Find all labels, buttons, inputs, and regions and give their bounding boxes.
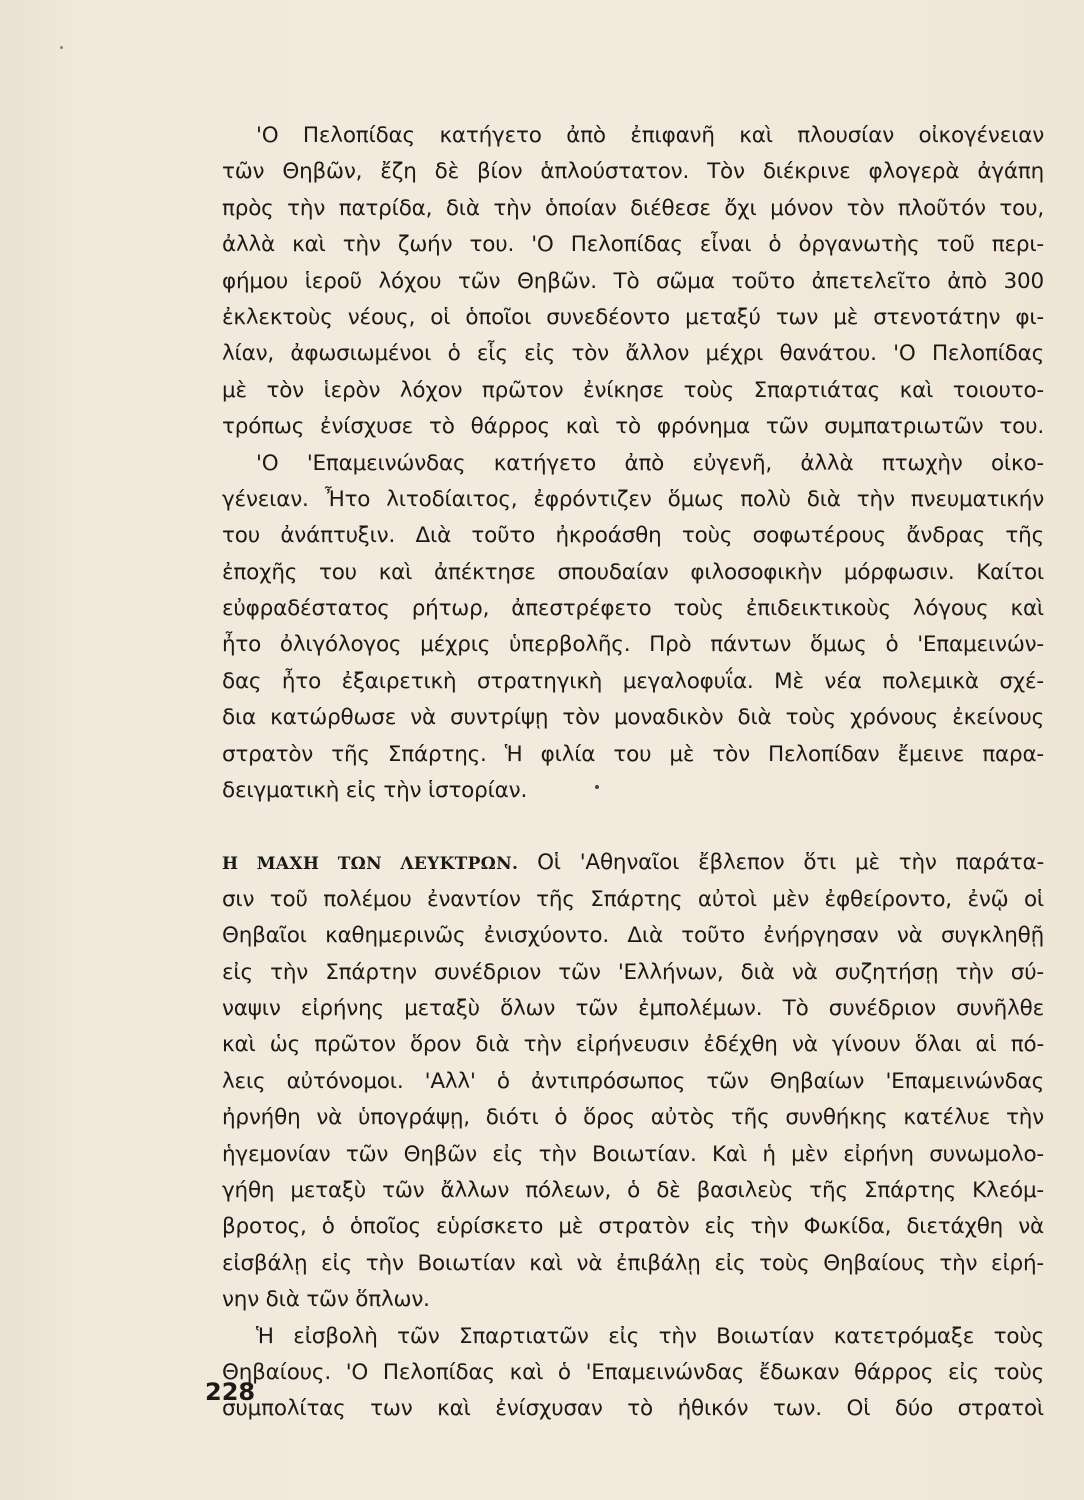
page-body bbox=[222, 118, 1044, 1428]
text-line: συμπολίτας των καὶ ἐνίσχυσαν τὸ ἠθικόν των. Οἱ δύο στρατοὶ bbox=[222, 1396, 1044, 1422]
text-line: βροτος, ὁ ὁποῖος εὑρίσκετο μὲ στρατὸν εἰς τὴν Φωκίδα, διετάχθη νὰ bbox=[222, 1214, 1044, 1240]
text-line: εἰς τὴν Σπάρτην συνέδριον τῶν 'Ελλήνων, διὰ νὰ συζητήσῃ τὴν σύ- bbox=[222, 959, 1044, 985]
text-line: γήθη μεταξὺ τῶν ἄλλων πόλεων, ὁ δὲ βασιλεὺς τῆς Σπάρτης Κλεόμ- bbox=[222, 1177, 1044, 1203]
text-line: ἀλλὰ καὶ τὴν ζωήν του. 'Ο Πελοπίδας εἶναι ὁ ὀργανωτὴς τοῦ περι- bbox=[222, 232, 1044, 258]
text-line: μὲ τὸν ἱερὸν λόχον πρῶτον ἐνίκησε τοὺς Σπαρτιάτας καὶ τοιουτο- bbox=[222, 377, 1044, 403]
text-line: φήμου ἱεροῦ λόχου τῶν Θηβῶν. Τὸ σῶμα τοῦτο ἀπετελεῖτο ἀπὸ 300 bbox=[222, 268, 1044, 294]
text-line: 'Ο Πελοπίδας κατήγετο ἀπὸ ἐπιφανῆ καὶ πλουσίαν οἰκογένειαν bbox=[256, 123, 1044, 148]
section-gap bbox=[222, 809, 1044, 845]
text-line: λίαν, ἀφωσιωμένοι ὁ εἷς εἰς τὸν ἄλλον μέχρι θανάτου. 'Ο Πελοπίδας bbox=[222, 341, 1044, 367]
text-line: δας ἦτο ἐξαιρετικὴ στρατηγικὴ μεγαλοφυΐα. Μὲ νέα πολεμικὰ σχέ- bbox=[222, 668, 1044, 694]
text-line: δια κατώρθωσε νὰ συντρίψῃ τὸν μοναδικὸν διὰ τοὺς χρόνους ἐκείνους bbox=[222, 705, 1044, 731]
text-line: Θηβαίους. 'Ο Πελοπίδας καὶ ὁ 'Επαμεινώνδας ἔδωκαν θάρρος εἰς τοὺς bbox=[222, 1359, 1044, 1385]
section-leuctra bbox=[222, 845, 1044, 1318]
paragraph-invasion bbox=[222, 1319, 1044, 1428]
text-line: στρατὸν τῆς Σπάρτης. Ἡ φιλία του μὲ τὸν Πελοπίδαν ἔμεινε παρα- bbox=[222, 741, 1044, 767]
paragraph-pelopidas bbox=[222, 118, 1044, 446]
text-line: δειγματικὴ εἰς τὴν ἱστορίαν. bbox=[222, 778, 528, 804]
section-first-line-text: Οἱ 'Αθηναῖοι ἔβλεπον ὅτι μὲ τὴν παράτα- bbox=[537, 850, 1044, 876]
paper-speck bbox=[60, 46, 63, 49]
text-line: Ἡ εἰσβολὴ τῶν Σπαρτιατῶν εἰς τὴν Βοιωτίαν κατετρόμαξε τοὺς bbox=[256, 1323, 1044, 1349]
text-line: νην διὰ τῶν ὅπλων. bbox=[222, 1287, 430, 1313]
text-line: του ἀνάπτυξιν. Διὰ τοῦτο ἠκροάσθη τοὺς σοφωτέρους ἄνδρας τῆς bbox=[222, 523, 1044, 549]
section-heading: Η ΜΑΧΗ ΤΩΝ ΛΕΥΚΤΡΩΝ. bbox=[222, 854, 519, 875]
text-line: τῶν Θηβῶν, ἔζη δὲ βίον ἁπλούστατον. Τὸν διέκρινε φλογερὰ ἀγάπη bbox=[222, 159, 1044, 185]
page-number: 228 bbox=[205, 1378, 256, 1406]
text-line: ναψιν εἰρήνης μεταξὺ ὅλων τῶν ἐμπολέμων. Τὸ συνέδριον συνῆλθε bbox=[222, 995, 1044, 1021]
text-line: γένειαν. Ἦτο λιτοδίαιτος, ἐφρόντιζεν ὅμως πολὺ διὰ τὴν πνευματικήν bbox=[222, 486, 1044, 512]
text-line: λεις αὐτόνομοι. 'Αλλ' ὁ ἀντιπρόσωπος τῶν Θηβαίων 'Επαμεινώνδας bbox=[222, 1068, 1044, 1094]
text-line: ἐκλεκτοὺς νέους, οἱ ὁποῖοι συνεδέοντο μεταξύ των μὲ στενοτάτην φι- bbox=[222, 304, 1044, 330]
text-line: εὐφραδέστατος ρήτωρ, ἀπεστρέφετο τοὺς ἐπιδεικτικοὺς λόγους καὶ bbox=[222, 596, 1044, 622]
ink-dot bbox=[595, 785, 599, 789]
text-line: τρόπως ἐνίσχυσε τὸ θάρρος καὶ τὸ φρόνημα τῶν συμπατριωτῶν του. bbox=[222, 414, 1044, 440]
text-line: ἐποχῆς του καὶ ἀπέκτησε σπουδαίαν φιλοσοφικὴν μόρφωσιν. Καίτοι bbox=[222, 559, 1044, 585]
text-line: 'Ο 'Επαμεινώνδας κατήγετο ἀπὸ εὐγενῆ, ἀλλὰ πτωχὴν οἰκο- bbox=[256, 450, 1044, 476]
text-line: ἠρνήθη νὰ ὑπογράψῃ, διότι ὁ ὅρος αὐτὸς τῆς συνθήκης κατέλυε τὴν bbox=[222, 1105, 1044, 1131]
text-line: εἰσβάλῃ εἰς τὴν Βοιωτίαν καὶ νὰ ἐπιβάλῃ εἰς τοὺς Θηβαίους τὴν εἰρή- bbox=[222, 1250, 1044, 1276]
section-first-line bbox=[222, 845, 1044, 881]
paragraph-epaminondas bbox=[222, 446, 1044, 810]
text-line: πρὸς τὴν πατρίδα, διὰ τὴν ὁποίαν διέθεσε ὄχι μόνον τὸν πλοῦτόν του, bbox=[222, 195, 1044, 221]
text-line: Θηβαῖοι καθημερινῶς ἐνισχύοντο. Διὰ τοῦτο ἐνήργησαν νὰ συγκληθῇ bbox=[222, 923, 1044, 949]
text-line: ἡγεμονίαν τῶν Θηβῶν εἰς τὴν Βοιωτίαν. Καὶ ἡ μὲν εἰρήνη συνωμολο- bbox=[222, 1141, 1044, 1167]
text-line: σιν τοῦ πολέμου ἐναντίον τῆς Σπάρτης αὐτοὶ μὲν ἐφθείροντο, ἐνῷ οἱ bbox=[222, 886, 1044, 912]
text-line: καὶ ὡς πρῶτον ὅρον διὰ τὴν εἰρήνευσιν ἐδέχθη νὰ γίνουν ὅλαι αἱ πό- bbox=[222, 1032, 1044, 1058]
text-line: ἦτο ὀλιγόλογος μέχρις ὑπερβολῆς. Πρὸ πάντων ὅμως ὁ 'Επαμεινών- bbox=[222, 632, 1044, 658]
